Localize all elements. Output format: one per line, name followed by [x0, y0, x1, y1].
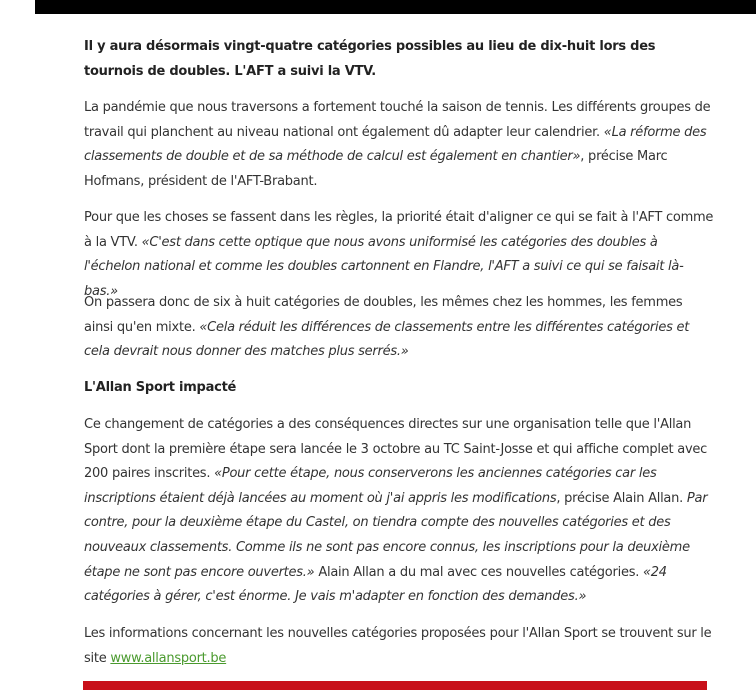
paragraph-5	[84, 622, 714, 671]
paragraph-2	[84, 206, 714, 304]
paragraph-4-quote-a: «Pour cette étape, nous conserverons les anciennes catégories car les inscriptions étaient déjà lancées au moment où j'ai appris les modifications	[84, 466, 657, 506]
paragraph-4-text-b: , précise Alain Allan.	[556, 490, 687, 506]
paragraph-3-text: On passera donc de six à huit catégories de doubles, les mêmes chez les hommes, les femmes ainsi qu'en mixte.	[84, 295, 683, 335]
paragraph-2-quote: «C'est dans cette optique que nous avons uniformisé les catégories des doubles à l'échelon national et comme les doubles cartonnent en Flandre, l'AFT a suivi ce qui se faisait là-bas.»	[84, 234, 684, 299]
paragraph-4-quote-b: Par contre, pour la deuxième étape du Castel, on tiendra compte des nouvelles catégories et des nouveaux classements. Comme ils ne sont pas encore connus, les inscriptions pour la deuxième étape ne sont pas encore ouvertes.»	[84, 490, 708, 580]
paragraph-4-text-c: Alain Allan a du mal avec ces nouvelles catégories.	[314, 564, 643, 580]
top-header-bar	[35, 0, 756, 14]
paragraph-1-text-b: , précise Marc Hofmans, président de l'AFT-Brabant.	[84, 149, 668, 189]
section-subheading: L'Allan Sport impacté	[84, 380, 237, 395]
paragraph-3-quote: «Cela réduit les différences de classements entre les différentes catégories et cela devrait nous donner des matches plus serrés.»	[84, 319, 690, 360]
paragraph-2-text: Pour que les choses se fassent dans les règles, la priorité était d'aligner ce qui se fait à l'AFT comme à la VTV.	[84, 210, 714, 250]
paragraph-5-text: Les informations concernant les nouvelles catégories proposées pour l'Allan Sport se trouvent sur le site	[84, 626, 712, 666]
article-lead: Il y aura désormais vingt-quatre catégories possibles au lieu de dix-huit lors des tournois de doubles. L'AFT a suivi la VTV.	[84, 39, 656, 79]
bottom-accent-bar	[83, 681, 707, 690]
paragraph-1-quote: «La réforme des classements de double et de sa méthode de calcul est également en chantier»	[84, 124, 707, 165]
paragraph-4	[84, 413, 714, 610]
paragraph-1	[84, 96, 714, 194]
paragraph-3	[84, 291, 714, 365]
paragraph-1-text-a: La pandémie que nous traversons a fortement touché la saison de tennis. Les différents groupes de travail qui planchent au niveau national ont également dû adapter leur calendrier.	[84, 100, 711, 140]
allansport-link[interactable]: www.allansport.be	[110, 650, 227, 666]
paragraph-4-text-a: Ce changement de catégories a des conséquences directes sur une organisation telle que l'Allan Sport dont la première étape sera lancée le 3 octobre au TC Saint-Josse et qui affiche complet avec 200 paires inscrites.	[84, 417, 708, 482]
paragraph-4-quote-c: «24 catégories à gérer, c'est énorme. Je vais m'adapter en fonction des demandes.»	[84, 564, 667, 605]
